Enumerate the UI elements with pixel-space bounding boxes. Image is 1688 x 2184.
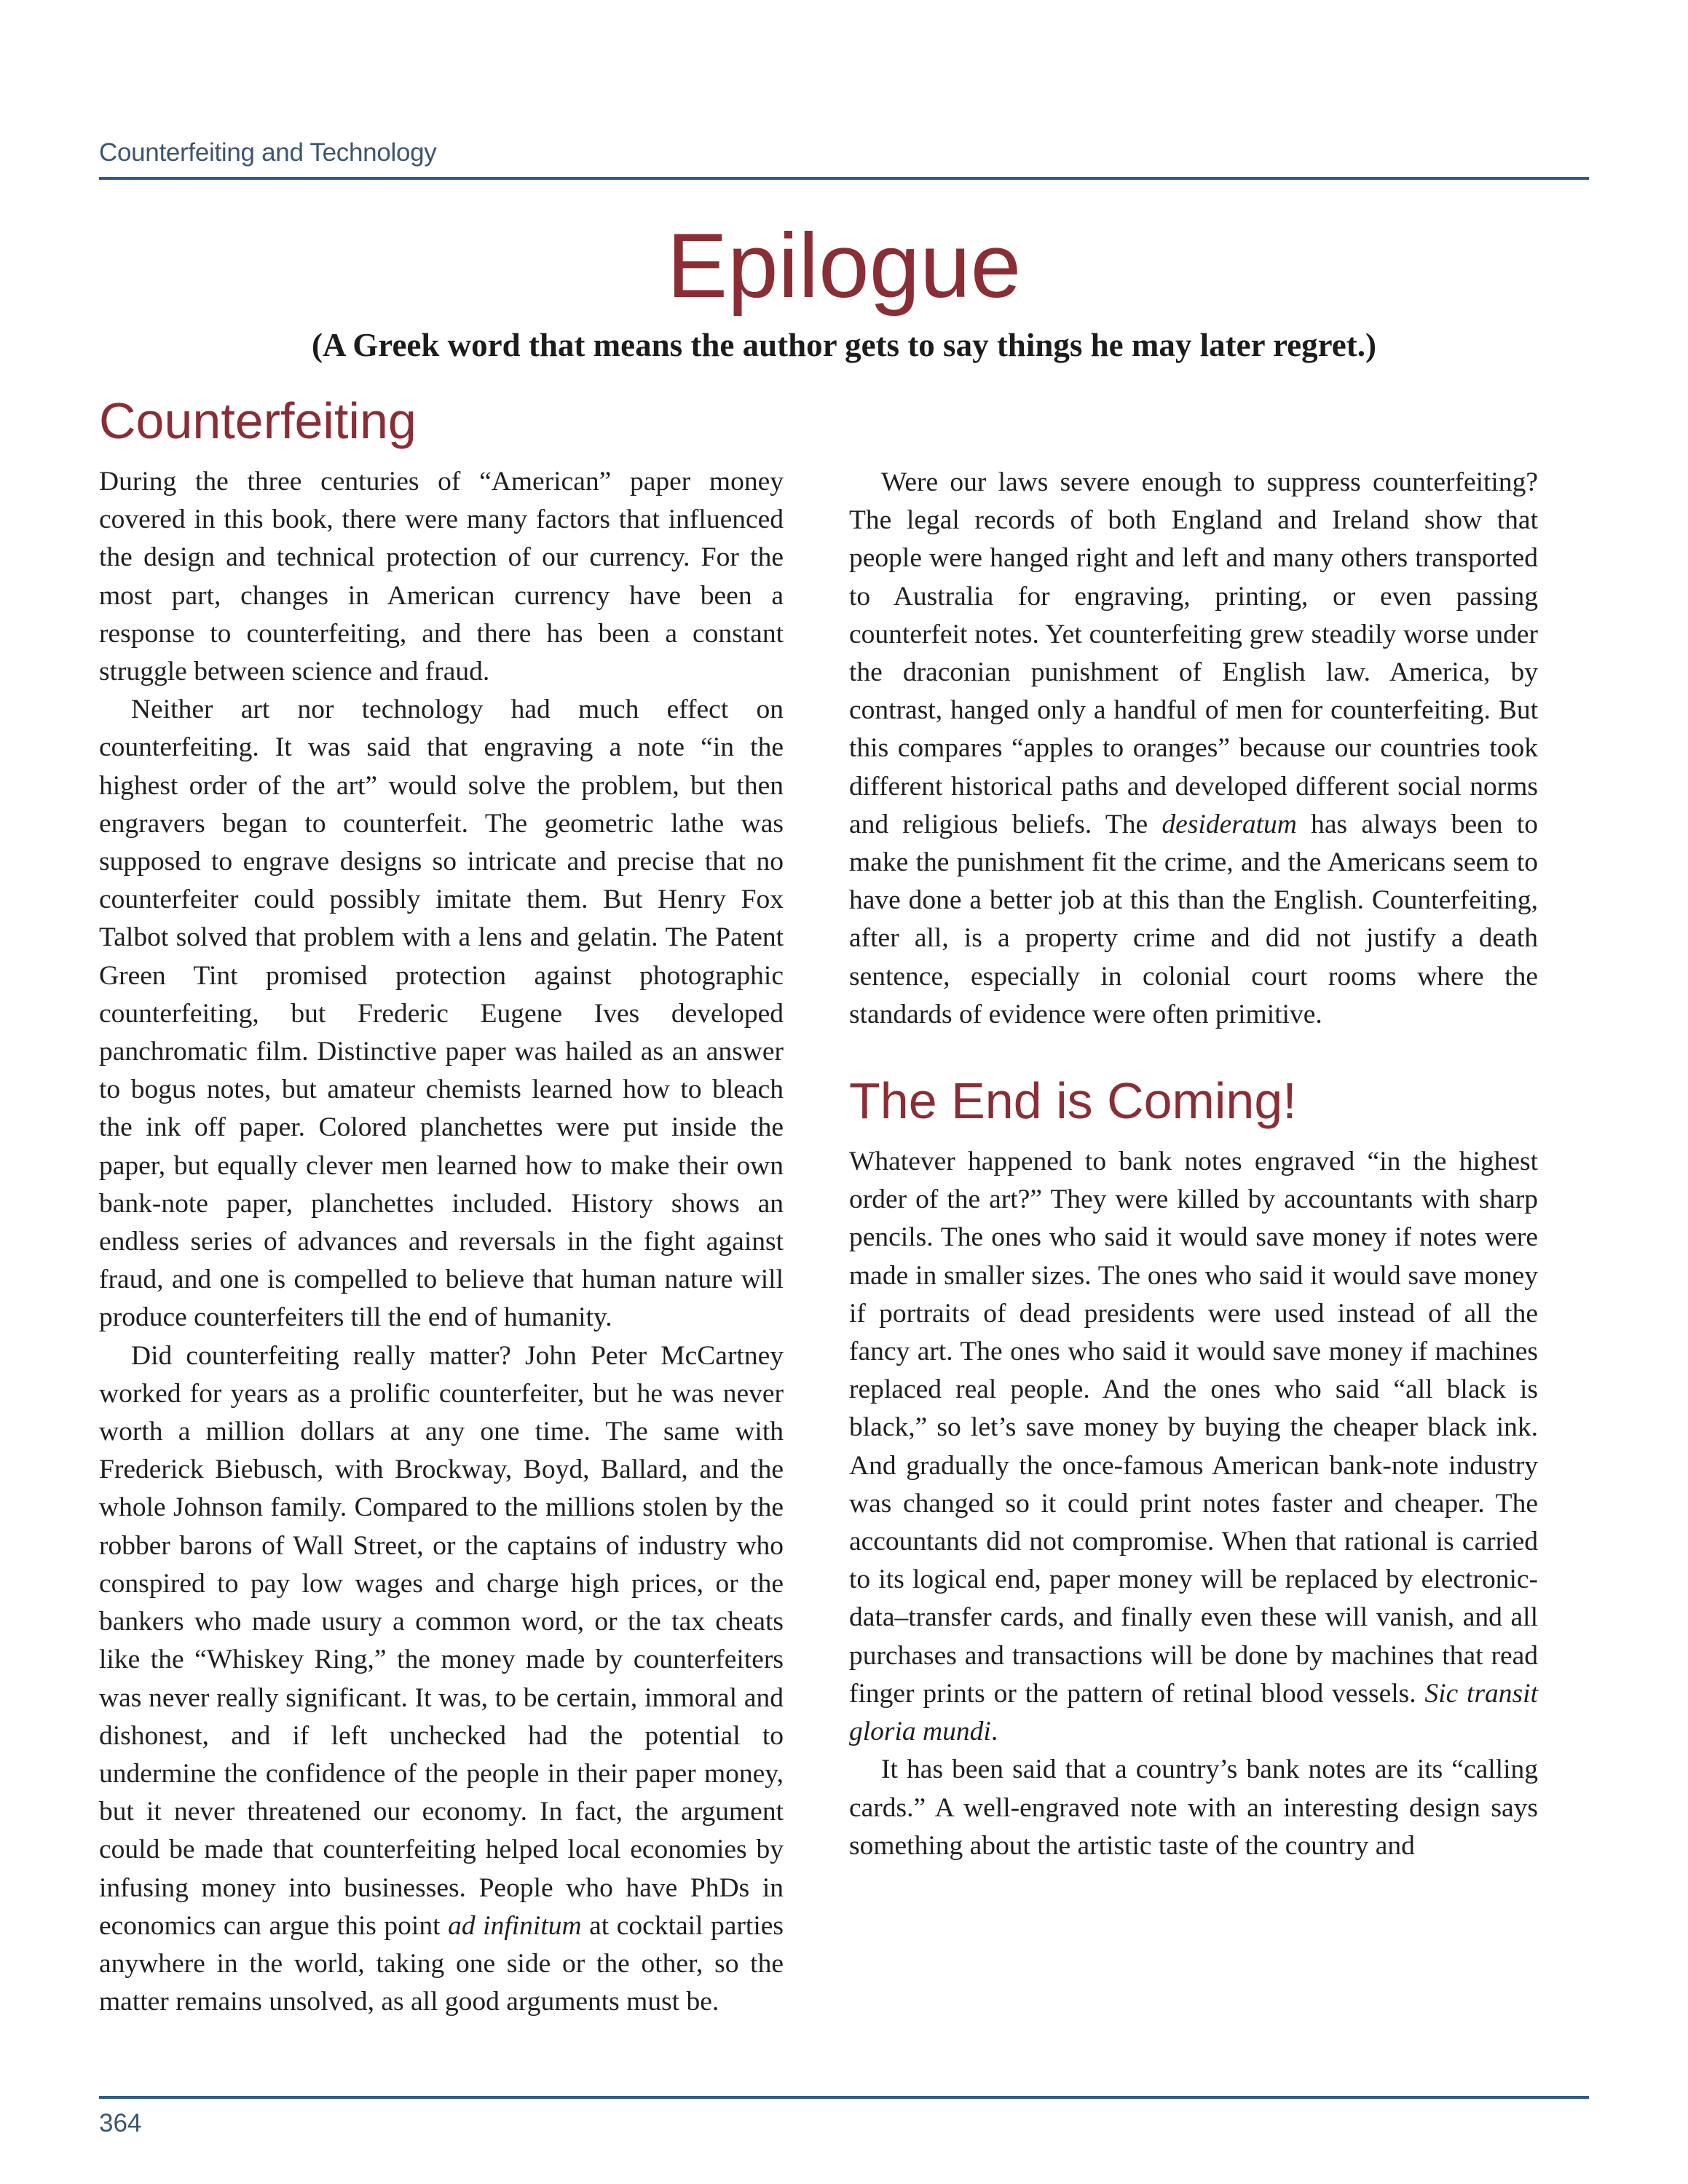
running-header: Counterfeiting and Technology	[99, 138, 437, 167]
paragraph-text: Did counterfeiting really matter? John Peter McCartney worked for years as a prolific counterfeiter, but he was never worth a million dollars at any one time. The same with Frederick Biebusch, with Brockway, Boyd, Ballard, and the whole Johnson family. Compared to the millions stolen by the robber barons of Wall Street, or the captains of industry who conspired to pay low wages and charge high prices, or the bankers who made usury a common word, or the tax cheats like the “Whiskey Ring,” the money made by counterfeiters was never really significant. It was, to be certain, immoral and dishonest, and if left unchecked had the potential to undermine the confidence of the people in their paper money, but it never threatened our economy. In fact, the argument could be made that counterfeiting helped local economies by infusing money into businesses. People who have PhDs in economics can argue this point	[99, 1340, 784, 1941]
paragraph	[99, 1337, 784, 2022]
header-rule	[99, 177, 1589, 180]
paragraph	[849, 1143, 1538, 1751]
left-column	[99, 392, 784, 2021]
italic-term: ad infinitum	[448, 1910, 582, 1941]
paragraph: Neither art nor technology had much effect on counterfeiting. It was said that engraving a note “in the highest order of the art” would solve the problem, but then engravers began to counterfeit. The geometric lathe was supposed to engrave designs so intricate and precise that no counterfeiter could possibly imitate them. But Henry Fox Talbot solved that problem with a lens and gelatin. The Patent Green Tint promised protection against photographic counterfeiting, but Frederic Eugene Ives developed panchromatic film. Distinctive paper was hailed as an answer to bogus notes, but amateur chemists learned how to bleach the ink off paper. Colored planchettes were put inside the paper, but equally clever men learned how to make their own bank-note paper, planchettes included. History shows an endless series of advances and reversals in the fight against fraud, and one is compelled to believe that human nature will produce counterfeiters till the end of humanity.	[99, 695, 784, 1333]
section-heading-counterfeiting: Counterfeiting	[99, 392, 417, 449]
paragraph: During the three centuries of “American” paper money covered in this book, there were many factors that influenced the design and technical protection of our currency. For the most part, changes in American currency have been a response to counterfeiting, and there has been a constant struggle between science and fraud.	[99, 467, 784, 687]
section-heading-end-is-coming: The End is Coming!	[849, 1072, 1297, 1130]
paragraph-text: at cocktail parties anywhere in the world, taking one side or the other, so the matter remains unsolved, as all good arguments must be.	[99, 1910, 784, 2017]
footer-rule	[99, 2096, 1589, 2099]
italic-term: Sic transit gloria mundi	[849, 1678, 1538, 1747]
paragraph-text: Whatever happened to bank notes engraved “in the highest order of the art?” They were killed by accountants with sharp pencils. The ones who said it would save money if notes were made in smaller sizes. The ones who said it would save money if portraits of dead presidents were used instead of all the fancy art. The ones who said it would save money if machines replaced real people. And the ones who said “all black is black,” so let’s save money by buying the cheaper black ink. And gradually the once-famous American bank-note industry was changed so it could print notes faster and cheaper. The accountants did not compromise. When that rational is carried to its logical end, paper money will be replaced by electronic-data–transfer cards, and finally even these will vanish, and all purchases and transactions will be done by machines that read finger prints or the pattern of retinal blood vessels.	[849, 1147, 1538, 1709]
page-number: 364	[99, 2109, 142, 2137]
paragraph: It has been said that a country’s bank notes are its “calling cards.” A well-engraved note with an interesting design says something about the artistic taste of the country and	[849, 1754, 1538, 1861]
italic-term: desideratum	[1162, 809, 1297, 839]
paragraph-text: Were our laws severe enough to suppress counterfeiting? The legal records of both England and Ireland show that people were hanged right and left and many others transported to Australia for engraving, printing, or even passing counterfeit notes. Yet counterfeiting grew steadily worse under the draconian punishment of English law. America, by contrast, hanged only a handful of men for counterfeiting. But this compares “apples to oranges” because our countries took different historical paths and developed different social norms and religious beliefs. The	[849, 467, 1538, 839]
paragraph	[849, 464, 1538, 1034]
paragraph-text: .	[990, 1717, 998, 1747]
page-title: Epilogue	[666, 215, 1022, 317]
paragraph-text: has always been to make the punishment fit the crime, and the Americans seem to have done a better job at this than the English. Counterfeiting, after all, is a property crime and did not justify a death sentence, especially in colonial court rooms where the standards of evidence were often primitive.	[849, 809, 1538, 1029]
right-column	[849, 464, 1538, 1865]
page-subtitle: (A Greek word that means the author gets to say things he may later regret.)	[312, 327, 1376, 363]
